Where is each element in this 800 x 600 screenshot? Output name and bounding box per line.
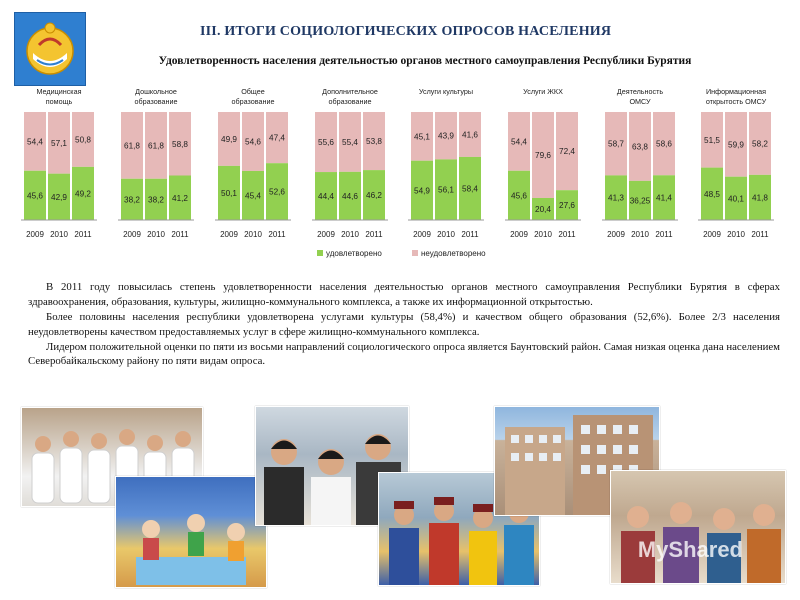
data-label-unsatisfied: 47,4	[269, 133, 285, 143]
year-tick-label: 2010	[631, 230, 649, 239]
emblem-icon	[15, 13, 85, 85]
year-tick-label: 2011	[461, 230, 479, 239]
data-label-satisfied: 46,2	[366, 191, 382, 201]
data-label-unsatisfied: 61,8	[124, 141, 140, 151]
year-tick-label: 2011	[268, 230, 286, 239]
data-label-unsatisfied: 43,9	[438, 131, 454, 141]
group-title: Дошкольное	[135, 87, 177, 96]
data-label-satisfied: 45,6	[511, 191, 527, 201]
photo-meeting-hall	[610, 470, 786, 584]
legend-label-satisfied: удовлетворено	[326, 249, 382, 258]
data-label-satisfied: 54,9	[414, 186, 430, 196]
data-label-satisfied: 49,2	[75, 189, 91, 199]
data-label-satisfied: 20,4	[535, 204, 551, 214]
legend-label-unsatisfied: неудовлетворено	[421, 249, 486, 258]
year-tick-label: 2011	[558, 230, 576, 239]
data-label-unsatisfied: 53,8	[366, 137, 382, 147]
year-tick-label: 2010	[50, 230, 68, 239]
data-label-satisfied: 41,4	[656, 193, 672, 203]
data-label-unsatisfied: 54,4	[27, 137, 43, 147]
data-label-unsatisfied: 45,1	[414, 132, 430, 142]
data-label-satisfied: 45,6	[27, 191, 43, 201]
photo-kindergarten	[115, 476, 267, 588]
group-title: Общее	[241, 87, 265, 96]
data-label-satisfied: 36,25	[629, 196, 651, 206]
data-label-unsatisfied: 55,6	[318, 138, 334, 148]
data-label-unsatisfied: 50,8	[75, 135, 91, 145]
year-tick-label: 2011	[171, 230, 189, 239]
year-tick-label: 2009	[413, 230, 431, 239]
legend-swatch-unsatisfied	[412, 250, 418, 256]
data-label-satisfied: 41,3	[608, 193, 624, 203]
data-label-unsatisfied: 63,8	[632, 142, 648, 152]
data-label-satisfied: 42,9	[51, 192, 67, 202]
data-label-unsatisfied: 58,8	[172, 139, 188, 149]
data-label-unsatisfied: 79,6	[535, 150, 551, 160]
data-label-satisfied: 52,6	[269, 187, 285, 197]
year-tick-label: 2009	[317, 230, 335, 239]
watermark: MyShared	[637, 537, 743, 562]
data-label-unsatisfied: 54,6	[245, 137, 261, 147]
data-label-satisfied: 50,1	[221, 188, 237, 198]
data-label-unsatisfied: 51,5	[704, 135, 720, 145]
group-title: Деятельность	[616, 87, 664, 96]
satisfaction-chart	[0, 82, 800, 267]
year-tick-label: 2009	[220, 230, 238, 239]
page-title: III. ИТОГИ СОЦИОЛОГИЧЕСКИХ ОПРОСОВ НАСЕЛЕНИЯ	[200, 24, 612, 39]
republic-emblem	[14, 12, 86, 86]
data-label-satisfied: 41,8	[752, 193, 768, 203]
summary-paragraph-2: Более половины населения республики удовлетворена услугами культуры (58,4%) и качеством общего образования (52,6%). Более 2/3 населения неудовлетворены качеством предоставляемых услуг в сфере жилищно-коммунального комплекса.	[28, 310, 780, 338]
year-tick-label: 2009	[510, 230, 528, 239]
group-title: образование	[134, 97, 178, 106]
year-tick-label: 2009	[607, 230, 625, 239]
data-label-unsatisfied: 58,6	[656, 139, 672, 149]
year-tick-label: 2010	[341, 230, 359, 239]
data-label-unsatisfied: 49,9	[221, 134, 237, 144]
year-tick-label: 2010	[147, 230, 165, 239]
year-tick-label: 2011	[751, 230, 769, 239]
year-tick-label: 2009	[123, 230, 141, 239]
data-label-satisfied: 41,2	[172, 193, 188, 203]
data-label-unsatisfied: 57,1	[51, 138, 67, 148]
data-label-unsatisfied: 59,9	[728, 140, 744, 150]
data-label-satisfied: 44,6	[342, 191, 358, 201]
data-label-unsatisfied: 41,6	[462, 130, 478, 140]
group-title: образование	[328, 97, 372, 106]
group-title: открытость ОМСУ	[705, 97, 767, 106]
page-subtitle: Удовлетворенность населения деятельностью органов местного самоуправления Республики Бурятия	[158, 55, 692, 67]
group-title: Информационная	[706, 87, 766, 96]
group-title: Медицинская	[36, 87, 82, 96]
summary-text	[28, 280, 780, 369]
data-label-satisfied: 58,4	[462, 184, 478, 194]
data-label-unsatisfied: 55,4	[342, 137, 358, 147]
year-tick-label: 2010	[727, 230, 745, 239]
year-tick-label: 2011	[74, 230, 92, 239]
group-title: ОМСУ	[629, 97, 651, 106]
data-label-satisfied: 27,6	[559, 201, 575, 211]
group-title: Услуги культуры	[418, 87, 474, 96]
summary-paragraph-1: В 2011 году повысилась степень удовлетворенности населения деятельностью органов местного самоуправления Республики Бурятия в сферах здравоохранения, образования, культуры, жилищно-коммунального комплекса, а также их информационной открытостью.	[28, 281, 780, 308]
data-label-unsatisfied: 54,4	[511, 137, 527, 147]
group-title: образование	[231, 97, 275, 106]
data-label-satisfied: 45,4	[245, 191, 261, 201]
data-label-satisfied: 56,1	[438, 185, 454, 195]
year-tick-label: 2010	[244, 230, 262, 239]
legend-swatch-satisfied	[317, 250, 323, 256]
data-label-satisfied: 40,1	[728, 194, 744, 204]
year-tick-label: 2010	[534, 230, 552, 239]
data-label-unsatisfied: 72,4	[559, 147, 575, 157]
data-label-satisfied: 38,2	[148, 195, 164, 205]
data-label-unsatisfied: 58,2	[752, 139, 768, 149]
group-title: Услуги ЖКХ	[523, 87, 563, 96]
data-label-satisfied: 44,4	[318, 192, 334, 202]
year-tick-label: 2011	[365, 230, 383, 239]
group-title: Дополнительное	[322, 87, 378, 96]
data-label-satisfied: 48,5	[704, 189, 720, 199]
data-label-unsatisfied: 61,8	[148, 141, 164, 151]
year-tick-label: 2011	[655, 230, 673, 239]
data-label-unsatisfied: 58,7	[608, 139, 624, 149]
data-label-satisfied: 38,2	[124, 195, 140, 205]
year-tick-label: 2009	[26, 230, 44, 239]
summary-paragraph-3: Лидером положительной оценки по пяти из восьми направлений социологического опроса является Баунтовский район. Самая низкая оценка дана населением Северобайкальскому району по пяти видам опроса.	[28, 340, 780, 368]
group-title: помощь	[45, 97, 73, 106]
year-tick-label: 2010	[437, 230, 455, 239]
year-tick-label: 2009	[703, 230, 721, 239]
